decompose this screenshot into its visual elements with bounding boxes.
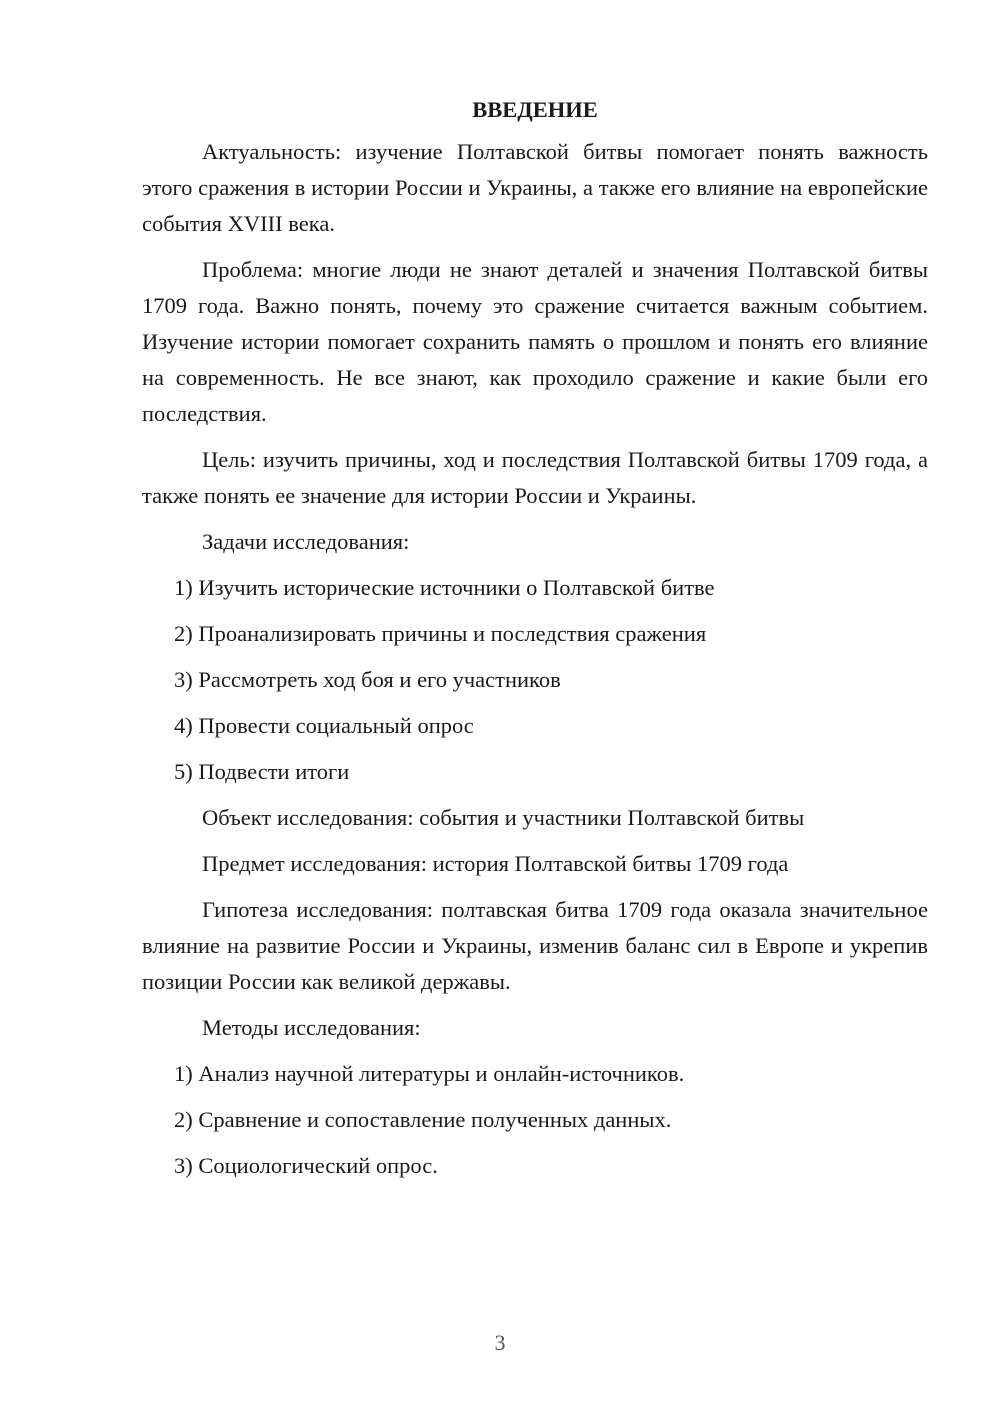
section-title: ВВЕДЕНИЕ	[472, 97, 598, 122]
methods-heading: Методы исследования:	[202, 1015, 421, 1040]
tasks-heading: Задачи исследования:	[202, 529, 410, 554]
subject-paragraph: Предмет исследования: история Полтавской битвы 1709 года	[202, 851, 789, 876]
methods-list	[142, 1056, 928, 1184]
list-item: 3) Социологический опрос.	[174, 1153, 438, 1178]
list-item: 1) Изучить исторические источники о Полтавской битве	[174, 575, 715, 600]
list-item: 3) Рассмотреть ход боя и его участников	[174, 667, 561, 692]
object-paragraph: Объект исследования: события и участники Полтавской битвы	[202, 805, 805, 830]
document-page	[142, 92, 928, 1194]
goal-paragraph: Цель: изучить причины, ход и последствия Полтавской битвы 1709 года, а также понять ее значение для истории России и Украины.	[142, 447, 928, 508]
list-item: 2) Проанализировать причины и последствия сражения	[174, 621, 707, 646]
relevance-paragraph: Актуальность: изучение Полтавской битвы помогает понять важность этого сражения в истории России и Украины, а также его влияние на европейские события XVIII века.	[142, 139, 928, 236]
list-item: 2) Сравнение и сопоставление полученных данных.	[174, 1107, 672, 1132]
tasks-list	[142, 570, 928, 790]
list-item: 4) Провести социальный опрос	[174, 713, 474, 738]
list-item: 5) Подвести итоги	[174, 759, 350, 784]
problem-paragraph: Проблема: многие люди не знают деталей и значения Полтавской битвы 1709 года. Важно понять, почему это сражение считается важным событием. Изучение истории помогает сохранить память о прошлом и понять его влияние на современность. Не все знают, как проходило сражение и какие были его последствия.	[142, 257, 928, 426]
list-item: 1) Анализ научной литературы и онлайн-источников.	[174, 1061, 685, 1086]
hypothesis-paragraph: Гипотеза исследования: полтавская битва 1709 года оказала значительное влияние на развитие России и Украины, изменив баланс сил в Европе и укрепив позиции России как великой державы.	[142, 897, 928, 994]
page-number: 3	[494, 1330, 506, 1355]
